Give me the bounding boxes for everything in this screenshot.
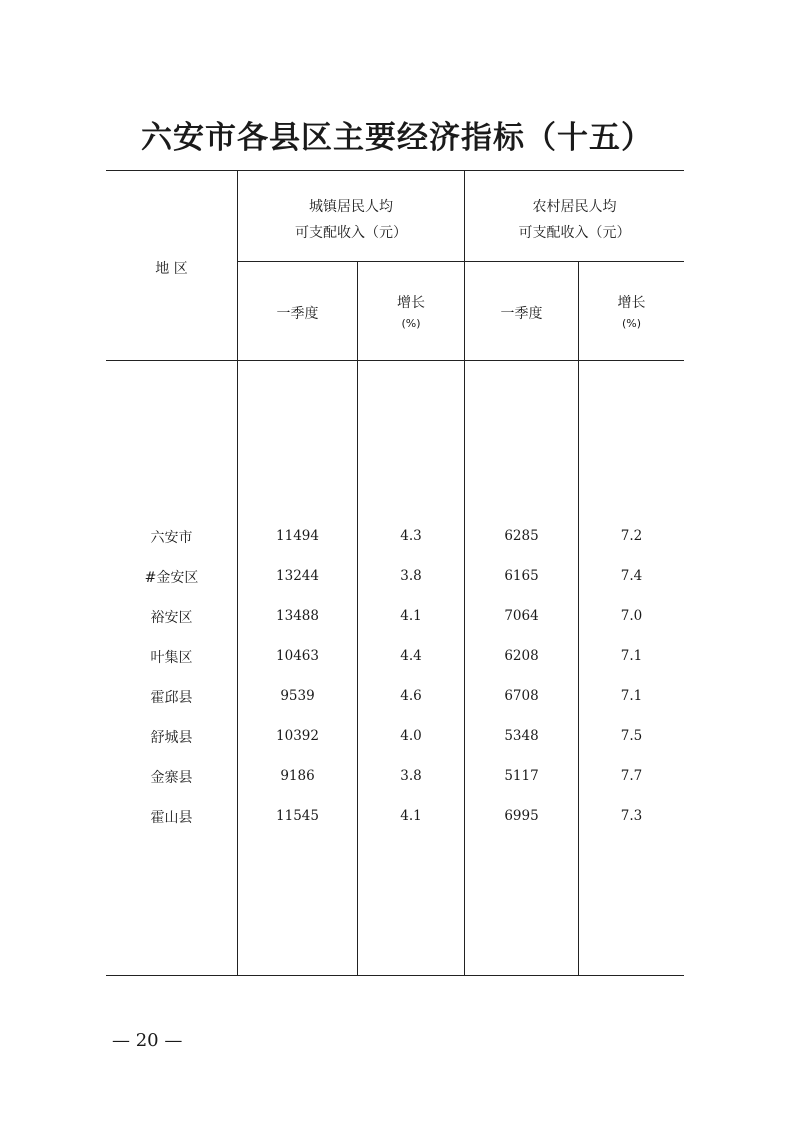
rural-quarter-header: 一季度	[500, 306, 543, 322]
rural-growth-value: 7.5	[620, 728, 643, 744]
rural-income-header-line2: 可支配收入（元）	[518, 225, 631, 241]
urban-income-value: 11494	[276, 528, 319, 544]
rural-income-value: 5348	[504, 728, 539, 744]
urban-income-header-line1: 城镇居民人均	[309, 199, 393, 215]
urban-income-value: 11545	[276, 808, 319, 824]
rural-income-value: 5117	[504, 768, 539, 784]
urban-growth-value: 4.1	[400, 808, 422, 824]
group-header-rule	[238, 261, 684, 262]
rural-income-value: 6165	[504, 568, 539, 584]
region-name: 霍山县	[150, 810, 193, 826]
rural-growth-value: 7.3	[620, 808, 643, 824]
urban-growth-value: 3.8	[400, 768, 422, 784]
rural-growth-value: 7.4	[620, 568, 643, 584]
rural-growth-value: 7.1	[620, 688, 643, 704]
urban-growth-value: 4.3	[400, 528, 422, 544]
rural-growth-header: 增长	[617, 295, 646, 311]
urban-growth-unit: (%)	[401, 317, 421, 330]
region-name: 裕安区	[150, 610, 193, 626]
rural-income-value: 7064	[504, 608, 539, 624]
rural-growth-value: 7.0	[620, 608, 643, 624]
region-name: #金安区	[144, 570, 199, 586]
urban-quarter-header: 一季度	[276, 306, 319, 322]
urban-income-value: 10463	[276, 648, 319, 664]
rural-growth-unit: (%)	[621, 317, 642, 330]
urban-growth-header: 增长	[397, 295, 425, 311]
urban-income-header-line2: 可支配收入（元）	[295, 225, 407, 241]
urban-income-value: 13244	[276, 568, 319, 584]
region-name: 舒城县	[150, 730, 193, 746]
urban-growth-value: 4.1	[400, 608, 422, 624]
region-header: 地 区	[155, 261, 188, 277]
header-bottom-rule	[106, 360, 684, 361]
rural-income-value: 6995	[504, 808, 539, 824]
region-name: 叶集区	[150, 650, 193, 666]
rural-income-header-line1: 农村居民人均	[532, 199, 617, 215]
rural-growth-value: 7.1	[620, 648, 643, 664]
urban-income-value: 9539	[280, 688, 315, 704]
page-number: — 20 —	[112, 1030, 183, 1051]
urban-income-value: 13488	[276, 608, 319, 624]
table-top-rule	[106, 170, 684, 171]
urban-income-value: 9186	[280, 768, 315, 784]
urban-growth-value: 4.4	[400, 648, 422, 664]
urban-income-value: 10392	[276, 728, 319, 744]
region-name: 六安市	[150, 530, 193, 546]
region-name: 霍邱县	[150, 690, 193, 706]
region-name: 金寨县	[150, 770, 193, 786]
rural-growth-value: 7.7	[620, 768, 643, 784]
urban-growth-value: 4.0	[400, 728, 422, 744]
rural-income-value: 6208	[504, 648, 539, 664]
page-title: 六安市各县区主要经济指标（十五）	[141, 120, 653, 156]
rural-income-value: 6708	[504, 688, 539, 704]
rural-income-value: 6285	[504, 528, 539, 544]
urban-growth-value: 4.6	[400, 688, 422, 704]
table-bottom-rule	[106, 975, 684, 976]
rural-growth-value: 7.2	[620, 528, 643, 544]
urban-growth-value: 3.8	[400, 568, 422, 584]
